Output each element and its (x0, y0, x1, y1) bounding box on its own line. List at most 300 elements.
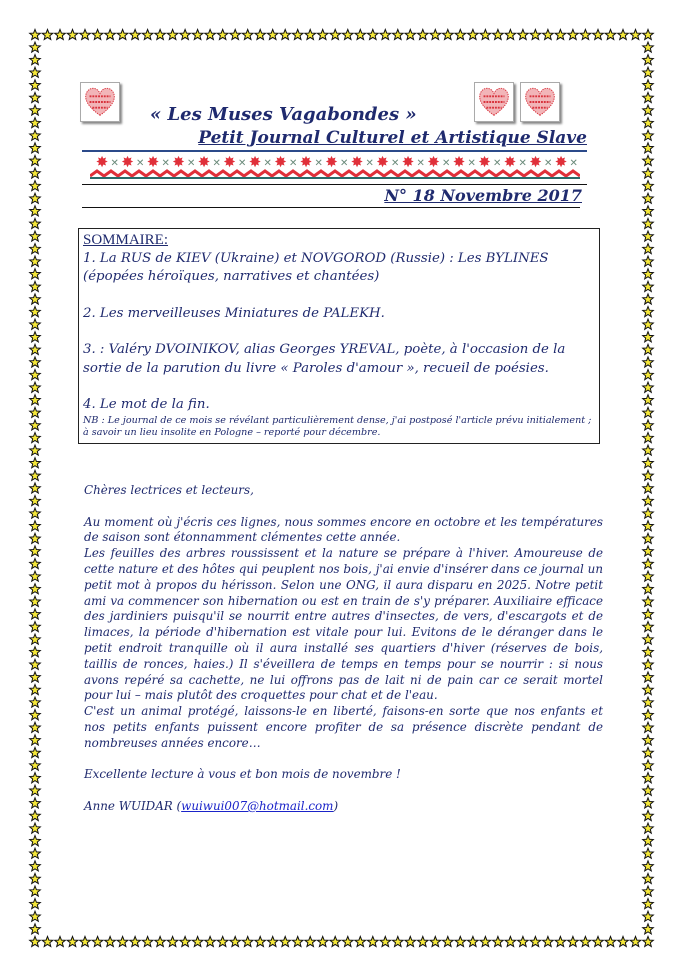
star-icon (643, 357, 654, 367)
star-icon (393, 29, 404, 39)
star-icon (643, 483, 654, 493)
star-icon (580, 29, 591, 39)
star-icon (393, 936, 404, 946)
star-icon (80, 29, 91, 39)
star-icon (30, 861, 41, 871)
star-icon (317, 936, 328, 946)
star-icon (30, 659, 41, 669)
star-icon (30, 445, 41, 455)
star-icon (643, 118, 654, 128)
star-icon (643, 533, 654, 543)
star-icon (643, 747, 654, 757)
star-icon (30, 319, 41, 329)
embroidery-motif: ✕ (544, 158, 553, 169)
star-icon (643, 395, 654, 405)
embroidery-motif: ✸ (248, 153, 262, 171)
star-icon (643, 873, 654, 883)
star-icon (30, 42, 41, 52)
star-icon (30, 357, 41, 367)
star-icon (92, 29, 103, 39)
star-icon (643, 936, 654, 946)
star-icon (643, 521, 654, 531)
star-icon (505, 29, 516, 39)
star-icon (30, 256, 41, 266)
embroidered-heart-icon (520, 82, 560, 122)
embroidery-motif: ✸ (172, 153, 185, 171)
star-icon (167, 29, 178, 39)
star-icon (30, 458, 41, 468)
star-icon (380, 29, 391, 39)
table-of-contents (78, 228, 600, 444)
embroidery-motif: ✸ (427, 153, 440, 171)
embroidery-motif: ✸ (554, 153, 568, 171)
embroidery-motif: ✕ (187, 158, 196, 169)
star-icon (30, 609, 41, 619)
star-icon (643, 861, 654, 871)
star-icon (530, 29, 541, 39)
star-icon (30, 647, 41, 657)
star-icon (30, 848, 41, 858)
star-icon (418, 936, 429, 946)
star-icon (643, 206, 654, 216)
star-icon (30, 798, 41, 808)
star-icon (643, 80, 654, 90)
star-icon (355, 936, 366, 946)
star-icon (468, 936, 479, 946)
star-icon (643, 332, 654, 342)
star-icon (643, 218, 654, 228)
star-icon (30, 433, 41, 443)
star-icon (480, 936, 491, 946)
paragraph: Au moment où j'écris ces lignes, nous sommes encore en octobre et les températures de saison sont étonnamment clémentes cette année. (84, 514, 603, 545)
star-icon (643, 244, 654, 254)
embroidery-motif: ✸ (197, 153, 211, 171)
star-icon (630, 936, 641, 946)
divider (82, 150, 587, 152)
closing: Excellente lecture à vous et bon mois de novembre ! (84, 767, 401, 782)
embroidery-motif: ✕ (161, 158, 170, 169)
star-icon (280, 936, 291, 946)
star-icon (280, 29, 291, 39)
embroidery-line (90, 177, 580, 179)
star-icon (30, 218, 41, 228)
star-icon (405, 29, 416, 39)
embroidery-motif: ✸ (299, 153, 313, 171)
star-icon (55, 936, 66, 946)
star-icon (530, 936, 541, 946)
star-icon (643, 181, 654, 191)
star-icon (80, 936, 91, 946)
embroidery-motif: ✕ (238, 158, 247, 169)
star-icon (155, 29, 166, 39)
star-icon (117, 29, 128, 39)
star-icon (643, 458, 654, 468)
star-icon (30, 118, 41, 128)
star-icon (230, 936, 241, 946)
star-icon (643, 823, 654, 833)
star-icon (643, 256, 654, 266)
star-icon (30, 685, 41, 695)
embroidery-motif: ✸ (503, 153, 517, 171)
star-icon (643, 773, 654, 783)
star-icon (30, 231, 41, 241)
star-icon (30, 496, 41, 506)
star-icon (205, 29, 216, 39)
star-icon (643, 634, 654, 644)
star-icon (643, 924, 654, 934)
star-icon (30, 420, 41, 430)
star-icon (468, 29, 479, 39)
embroidery-motif: ✸ (401, 153, 415, 171)
star-icon (117, 936, 128, 946)
star-icon (30, 760, 41, 770)
star-icon (242, 936, 253, 946)
star-icon (643, 659, 654, 669)
star-icon (643, 105, 654, 115)
star-icon (605, 29, 616, 39)
star-icon (30, 382, 41, 392)
star-icon (643, 168, 654, 178)
star-icon (330, 936, 341, 946)
star-icon (30, 823, 41, 833)
star-icon (30, 370, 41, 380)
star-icon (30, 886, 41, 896)
star-icon (180, 936, 191, 946)
toc-item: 2. Les merveilleuses Miniatures de PALEKH. (83, 305, 385, 321)
star-icon (643, 886, 654, 896)
star-icon (30, 130, 41, 140)
embroidery-motif: ✸ (325, 153, 338, 171)
star-icon (643, 622, 654, 632)
star-icon (643, 231, 654, 241)
embroidery-motif: ✕ (289, 158, 298, 169)
star-icon (30, 80, 41, 90)
star-icon (30, 899, 41, 909)
star-icon (342, 29, 353, 39)
star-icon (568, 936, 579, 946)
star-icon (643, 760, 654, 770)
embroidery-motif: ✕ (467, 158, 476, 169)
star-icon (643, 685, 654, 695)
star-icon (643, 193, 654, 203)
embroidery-motif: ✕ (391, 158, 400, 169)
star-icon (630, 29, 641, 39)
star-icon (217, 936, 228, 946)
star-icon (305, 29, 316, 39)
star-icon (242, 29, 253, 39)
star-icon (255, 29, 266, 39)
embroidery-motif: ✸ (350, 153, 364, 171)
star-icon (317, 29, 328, 39)
star-icon (643, 470, 654, 480)
star-icon (493, 29, 504, 39)
star-icon (505, 936, 516, 946)
star-icon (643, 609, 654, 619)
star-icon (30, 332, 41, 342)
star-icon (30, 29, 41, 39)
star-icon (643, 672, 654, 682)
star-icon (142, 29, 153, 39)
star-icon (292, 29, 303, 39)
star-icon (330, 29, 341, 39)
paren: ( (172, 798, 182, 813)
editorial-letter (84, 483, 603, 815)
author-name: Anne WUIDAR (84, 798, 173, 813)
star-icon (430, 29, 441, 39)
star-icon (30, 281, 41, 291)
star-icon (643, 155, 654, 165)
signature (84, 799, 603, 815)
star-icon (30, 533, 41, 543)
embroidery-motif: ✸ (146, 153, 160, 171)
star-icon (643, 294, 654, 304)
star-icon (643, 407, 654, 417)
star-icon (342, 936, 353, 946)
star-icon (30, 936, 41, 946)
embroidery-motif: ✕ (365, 158, 374, 169)
star-icon (418, 29, 429, 39)
star-icon (643, 67, 654, 77)
star-icon (30, 92, 41, 102)
star-icon (643, 798, 654, 808)
toc-item: 4. Le mot de la fin. (83, 397, 210, 412)
star-icon (180, 29, 191, 39)
newsletter-subtitle: Petit Journal Culturel et Artistique Slave (198, 128, 587, 148)
star-icon (192, 29, 203, 39)
embroidery-motif: ✕ (340, 158, 349, 169)
embroidery-zigzag (90, 171, 580, 176)
star-icon (30, 521, 41, 531)
star-icon (142, 936, 153, 946)
star-icon (30, 344, 41, 354)
embroidery-motif: ✕ (518, 158, 527, 169)
star-icon (455, 936, 466, 946)
star-icon (292, 936, 303, 946)
toc-item: 1. La RUS de KIEV (Ukraine) et NOVGOROD (Russie) : Les BYLINES (épopées héroïques, narratives et chantées) (83, 250, 549, 284)
star-icon (643, 785, 654, 795)
paragraph: C'est un animal protégé, laissons-le en liberté, faisons-en sorte que nos enfants et nos petits enfants puissent encore profiter de sa présence discrète pendant de nombreuses années encore… (84, 704, 603, 750)
star-icon (593, 936, 604, 946)
star-icon (30, 168, 41, 178)
embroidery-motif: ✸ (376, 153, 389, 171)
star-icon (30, 672, 41, 682)
star-icon (30, 810, 41, 820)
star-icon (30, 244, 41, 254)
star-icon (643, 647, 654, 657)
star-icon (42, 936, 53, 946)
divider (82, 207, 580, 208)
star-icon (643, 130, 654, 140)
star-icon (618, 29, 629, 39)
star-icon (30, 508, 41, 518)
star-icon (443, 936, 454, 946)
star-icon (30, 407, 41, 417)
embroidery-motif: ✕ (416, 158, 425, 169)
embroidery-motif: ✕ (263, 158, 272, 169)
star-icon (367, 29, 378, 39)
star-icon (55, 29, 66, 39)
embroidery-motif: ✸ (452, 153, 466, 171)
star-icon (643, 143, 654, 153)
star-icon (30, 911, 41, 921)
star-icon (643, 710, 654, 720)
star-icon (30, 559, 41, 569)
star-icon (643, 420, 654, 430)
star-icon (643, 836, 654, 846)
star-icon (30, 546, 41, 556)
toc-item: 3. : Valéry DVOINIKOV, alias Georges YREVAL, poète, à l'occasion de la sortie de la parution du livre « Paroles d'amour », recueil de poésies. (83, 342, 566, 376)
star-icon (30, 181, 41, 191)
embroidered-heart-icon (80, 82, 120, 122)
star-icon (30, 584, 41, 594)
star-icon (230, 29, 241, 39)
star-icon (443, 29, 454, 39)
star-icon (92, 936, 103, 946)
star-icon (30, 105, 41, 115)
embroidery-motif: ✕ (136, 158, 145, 169)
star-icon (30, 924, 41, 934)
star-icon (30, 470, 41, 480)
star-icon (367, 936, 378, 946)
embroidery-motif: ✕ (493, 158, 502, 169)
star-icon (580, 936, 591, 946)
star-icon (643, 848, 654, 858)
star-icon (643, 496, 654, 506)
star-icon (30, 596, 41, 606)
star-icon (167, 936, 178, 946)
star-icon (568, 29, 579, 39)
star-icon (30, 55, 41, 65)
star-icon (380, 936, 391, 946)
star-icon (42, 29, 53, 39)
embroidery-band (90, 153, 580, 181)
embroidery-motif: ✸ (478, 153, 491, 171)
star-icon (643, 911, 654, 921)
star-icon (480, 29, 491, 39)
divider (82, 184, 587, 185)
star-icon (30, 206, 41, 216)
star-icon (130, 936, 141, 946)
star-icon (30, 483, 41, 493)
star-icon (30, 634, 41, 644)
star-icon (30, 67, 41, 77)
star-icon (217, 29, 228, 39)
star-icon (543, 936, 554, 946)
star-icon (643, 735, 654, 745)
email-link[interactable]: wuiwui007@hotmail.com (181, 798, 334, 813)
embroidery-motif: ✕ (442, 158, 451, 169)
star-icon (30, 873, 41, 883)
star-icon (493, 936, 504, 946)
star-icon (643, 571, 654, 581)
star-icon (30, 155, 41, 165)
star-icon (105, 936, 116, 946)
star-icon (30, 722, 41, 732)
star-icon (643, 584, 654, 594)
star-icon (305, 936, 316, 946)
newsletter-title: « Les Muses Vagabondes » (150, 104, 417, 125)
embroidery-motif: ✕ (110, 158, 119, 169)
star-icon (643, 281, 654, 291)
star-icon (267, 936, 278, 946)
star-icon (30, 269, 41, 279)
embroidery-motif: ✕ (212, 158, 221, 169)
star-icon (30, 395, 41, 405)
star-icon (643, 722, 654, 732)
star-icon (405, 936, 416, 946)
star-icon (67, 936, 78, 946)
star-icon (67, 29, 78, 39)
star-icon (30, 735, 41, 745)
star-icon (455, 29, 466, 39)
star-icon (205, 936, 216, 946)
star-icon (255, 936, 266, 946)
star-icon (643, 319, 654, 329)
star-icon (643, 508, 654, 518)
star-icon (30, 773, 41, 783)
greeting: Chères lectrices et lecteurs, (84, 483, 254, 497)
star-icon (643, 697, 654, 707)
embroidery-motif: ✸ (95, 153, 109, 171)
star-icon (430, 936, 441, 946)
star-icon (643, 445, 654, 455)
paren: ) (333, 798, 339, 813)
star-icon (30, 622, 41, 632)
star-icon (643, 596, 654, 606)
paragraph: Les feuilles des arbres roussissent et la nature se prépare à l'hiver. Amoureuse de cette nature et des hôtes qui peuplent nos bois, j'ai envie d'insérer dans ce journal un petit mot à propos du hérisson. Selon une ONG, il aura disparu en 2025. Notre petit ami va commencer son hibernation ou est en train de s'y préparer. Auxiliaire efficace des jardiniers puisqu'il se nourrit entre autres d'insectes, de vers, d'escargots et de limaces, la période d'hibernation est vitale pour lui. Evitons de le déranger dans le petit endroit tranquille où il aura installé ses quartiers d'hiver (réserves de bois, taillis de ronces, haies.) Il s'éveillera de temps en temps pour se nourrir : si nous avons repéré sa cachette, ne lui offrons pas de lait ni de pain car ce serait mortel pour lui – mais plutôt des croquettes pour chat et de l'eau. (84, 546, 603, 703)
star-icon (30, 294, 41, 304)
embroidery-motif: ✕ (314, 158, 323, 169)
embroidery-motif: ✸ (121, 153, 134, 171)
star-icon (30, 836, 41, 846)
star-icon (192, 936, 203, 946)
star-icon (593, 29, 604, 39)
star-icon (618, 936, 629, 946)
star-icon (643, 559, 654, 569)
embroidered-heart-icon (474, 82, 514, 122)
embroidery-motif: ✕ (569, 158, 578, 169)
embroidery-motif: ✸ (529, 153, 542, 171)
star-icon (643, 382, 654, 392)
star-icon (643, 42, 654, 52)
star-icon (30, 571, 41, 581)
star-icon (30, 697, 41, 707)
star-icon (105, 29, 116, 39)
star-icon (643, 92, 654, 102)
issue-number: N° 18 Novembre 2017 (384, 186, 582, 205)
star-icon (643, 29, 654, 39)
star-icon (518, 29, 529, 39)
star-icon (30, 143, 41, 153)
embroidery-motif: ✸ (223, 153, 236, 171)
embroidery-motif: ✸ (274, 153, 287, 171)
star-icon (555, 936, 566, 946)
star-icon (643, 546, 654, 556)
star-icon (30, 307, 41, 317)
star-icon (643, 55, 654, 65)
star-icon (30, 193, 41, 203)
star-icon (30, 710, 41, 720)
star-icon (605, 936, 616, 946)
toc-note: NB : Le journal de ce mois se révélant particulièrement dense, j'ai postposé l'article prévu initialement ; à savoir un lieu insolite en Pologne – reporté pour décembre. (83, 414, 592, 438)
star-icon (643, 370, 654, 380)
star-icon (130, 29, 141, 39)
star-icon (643, 810, 654, 820)
star-icon (30, 785, 41, 795)
star-icon (267, 29, 278, 39)
star-icon (643, 899, 654, 909)
star-icon (643, 433, 654, 443)
